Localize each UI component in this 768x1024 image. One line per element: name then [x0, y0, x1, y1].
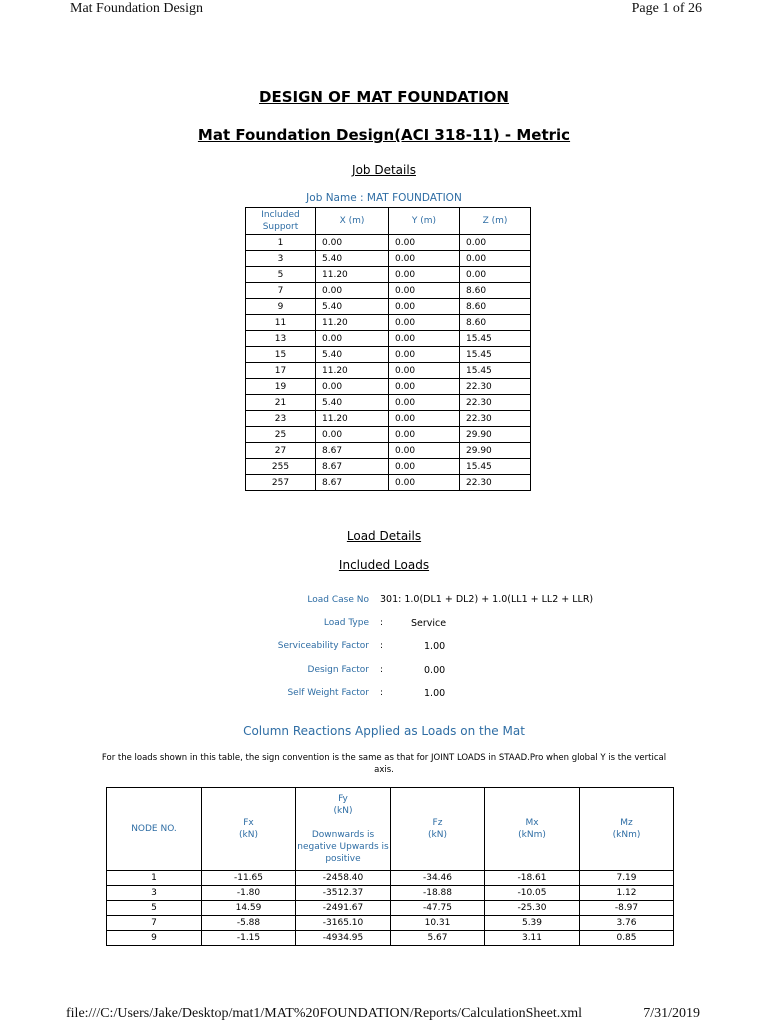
footer-file-path: file:///C:/Users/Jake/Desktop/mat1/MAT%20FOUNDATION/Reports/CalculationSheet.xml	[66, 1006, 582, 1021]
table-cell: 3.76	[580, 916, 674, 931]
table-cell: 0.00	[389, 235, 460, 251]
table-cell: 0.00	[389, 443, 460, 459]
load-details-heading: Load Details	[346, 529, 422, 543]
table-cell: 5.40	[316, 395, 389, 411]
serviceability-factor-label: Serviceability Factor	[277, 641, 369, 651]
table-cell: 11.20	[316, 363, 389, 379]
table-cell: 0.00	[389, 283, 460, 299]
table-cell: 27	[246, 443, 316, 459]
table-cell: 0.00	[389, 331, 460, 347]
header-unit: (kN)	[239, 830, 258, 840]
header-text: Fx	[243, 818, 254, 828]
table-cell: -11.65	[202, 871, 296, 886]
table-cell: 15	[246, 347, 316, 363]
table-cell: 13	[246, 331, 316, 347]
job-details-heading: Job Details	[352, 163, 416, 177]
table-cell: -8.97	[580, 901, 674, 916]
load-case-value: 301: 1.0(DL1 + DL2) + 1.0(LL1 + LL2 + LLR)	[380, 594, 594, 605]
table-cell: 9	[246, 299, 316, 315]
table-cell: 19	[246, 379, 316, 395]
table-cell: 0.00	[389, 315, 460, 331]
reaction-col-fx	[202, 788, 296, 871]
header-unit: (kN)	[333, 806, 353, 816]
table-cell: 0.00	[389, 267, 460, 283]
table-row	[246, 331, 531, 347]
table-row	[246, 251, 531, 267]
serviceability-factor-value: 1.00	[424, 641, 446, 652]
load-type-value: Service	[411, 618, 447, 629]
table-cell: 22.30	[460, 475, 531, 491]
design-factor-value: 0.00	[424, 665, 446, 676]
table-cell: 0.00	[316, 235, 389, 251]
table-cell: 11.20	[316, 267, 389, 283]
table-row	[246, 283, 531, 299]
table-row	[107, 886, 674, 901]
table-cell: 11.20	[316, 315, 389, 331]
table-cell: 25	[246, 427, 316, 443]
header-unit: (kN)	[428, 830, 447, 840]
table-cell: 5.39	[485, 916, 580, 931]
reaction-col-fz	[391, 788, 485, 871]
table-cell: 5.40	[316, 299, 389, 315]
table-cell: 0.00	[460, 267, 531, 283]
support-col-header: Y (m)	[389, 208, 460, 235]
table-cell: 14.59	[202, 901, 296, 916]
table-row	[246, 347, 531, 363]
header-text: Fy	[338, 794, 348, 804]
table-cell: 8.60	[460, 299, 531, 315]
table-cell: 22.30	[460, 379, 531, 395]
table-cell: 0.00	[460, 235, 531, 251]
included-loads-heading: Included Loads	[338, 558, 430, 572]
table-cell: 5.40	[316, 251, 389, 267]
table-cell: 0.00	[389, 299, 460, 315]
table-cell: 0.85	[580, 931, 674, 946]
table-cell: 0.00	[389, 347, 460, 363]
table-row	[246, 363, 531, 379]
table-cell: 0.00	[316, 427, 389, 443]
table-cell: 21	[246, 395, 316, 411]
load-type-label: Load Type	[323, 618, 369, 628]
table-cell: -1.15	[202, 931, 296, 946]
header-text: NODE NO.	[131, 824, 177, 834]
table-row	[246, 411, 531, 427]
header-unit: (kNm)	[612, 830, 641, 840]
table-cell: 9	[107, 931, 202, 946]
header-note: Downwards is negative Upwards is positive	[297, 830, 389, 864]
table-cell: 15.45	[460, 363, 531, 379]
self-weight-factor-label: Self Weight Factor	[287, 688, 369, 698]
table-cell: 0.00	[389, 395, 460, 411]
table-row	[107, 916, 674, 931]
table-cell: -18.61	[485, 871, 580, 886]
colon: :	[380, 618, 384, 628]
table-cell: 8.60	[460, 283, 531, 299]
table-cell: 0.00	[316, 283, 389, 299]
table-cell: 22.30	[460, 395, 531, 411]
reaction-col-mx	[485, 788, 580, 871]
support-table-body	[246, 235, 531, 491]
table-row	[246, 235, 531, 251]
table-cell: 1	[107, 871, 202, 886]
table-row	[107, 931, 674, 946]
header-page-number: Page 1 of 26	[631, 1, 702, 16]
table-row	[246, 427, 531, 443]
header-document-title: Mat Foundation Design	[70, 1, 203, 16]
table-cell: 0.00	[389, 363, 460, 379]
table-cell: 7.19	[580, 871, 674, 886]
table-cell: 0.00	[389, 475, 460, 491]
table-cell: 7	[107, 916, 202, 931]
table-cell: 255	[246, 459, 316, 475]
table-row	[246, 379, 531, 395]
table-cell: -4934.95	[296, 931, 391, 946]
table-cell: -47.75	[391, 901, 485, 916]
table-cell: 3.11	[485, 931, 580, 946]
table-cell: 0.00	[316, 331, 389, 347]
header-text: Fz	[432, 818, 443, 828]
table-cell: 5	[107, 901, 202, 916]
table-row	[246, 443, 531, 459]
support-col-header: Included Support	[246, 208, 316, 235]
table-cell: 0.00	[389, 459, 460, 475]
header-unit: (kNm)	[518, 830, 546, 840]
support-col-header: Z (m)	[460, 208, 531, 235]
column-reactions-table	[106, 787, 674, 946]
table-cell: 11	[246, 315, 316, 331]
table-row	[107, 871, 674, 886]
table-cell: 1.12	[580, 886, 674, 901]
table-cell: 23	[246, 411, 316, 427]
reactions-table-body	[107, 871, 674, 946]
table-cell: -3165.10	[296, 916, 391, 931]
table-cell: 5	[246, 267, 316, 283]
table-cell: -34.46	[391, 871, 485, 886]
table-cell: 29.90	[460, 427, 531, 443]
table-row	[246, 475, 531, 491]
table-cell: 0.00	[316, 379, 389, 395]
table-cell: 8.67	[316, 443, 389, 459]
reaction-col-mz	[580, 788, 674, 871]
column-reactions-heading: Column Reactions Applied as Loads on the Mat	[243, 724, 525, 738]
header-text: Mx	[525, 818, 539, 828]
table-cell: 7	[246, 283, 316, 299]
table-cell: -18.88	[391, 886, 485, 901]
table-cell: 1	[246, 235, 316, 251]
job-name: Job Name : MAT FOUNDATION	[306, 192, 462, 204]
design-factor-label: Design Factor	[307, 665, 369, 675]
table-cell: 29.90	[460, 443, 531, 459]
table-cell: 3	[107, 886, 202, 901]
table-cell: -3512.37	[296, 886, 391, 901]
table-row	[246, 299, 531, 315]
table-cell: 0.00	[389, 379, 460, 395]
support-coordinates-table	[245, 207, 531, 491]
table-cell: 17	[246, 363, 316, 379]
table-cell: 11.20	[316, 411, 389, 427]
table-cell: -10.05	[485, 886, 580, 901]
table-cell: 10.31	[391, 916, 485, 931]
table-cell: 15.45	[460, 347, 531, 363]
document-subtitle: Mat Foundation Design(ACI 318-11) - Metric	[197, 126, 571, 144]
load-case-label: Load Case No	[307, 595, 369, 605]
table-cell: 0.00	[389, 251, 460, 267]
colon: :	[380, 665, 384, 675]
table-cell: 3	[246, 251, 316, 267]
header-text: Mz	[620, 818, 633, 828]
table-cell: 22.30	[460, 411, 531, 427]
sign-convention-note: For the loads shown in this table, the sign convention is the same as that for JOINT LOADS in STAAD.Pro when global Y is the vertical axis.	[101, 753, 667, 775]
table-row	[246, 459, 531, 475]
table-row	[107, 901, 674, 916]
reaction-col-node	[107, 788, 202, 871]
table-cell: 8.67	[316, 459, 389, 475]
table-cell: 0.00	[389, 427, 460, 443]
table-cell: 0.00	[389, 411, 460, 427]
self-weight-factor-value: 1.00	[424, 688, 446, 699]
table-cell: 5.40	[316, 347, 389, 363]
colon: :	[380, 641, 384, 651]
table-cell: 257	[246, 475, 316, 491]
table-cell: 8.60	[460, 315, 531, 331]
reaction-col-fy	[296, 788, 391, 871]
table-row	[246, 315, 531, 331]
table-row	[246, 395, 531, 411]
table-cell: 0.00	[460, 251, 531, 267]
table-cell: -5.88	[202, 916, 296, 931]
table-cell: 15.45	[460, 459, 531, 475]
colon: :	[380, 688, 384, 698]
support-col-header: X (m)	[316, 208, 389, 235]
table-cell: 5.67	[391, 931, 485, 946]
document-title: DESIGN OF MAT FOUNDATION	[259, 88, 509, 106]
table-cell: 15.45	[460, 331, 531, 347]
table-cell: 8.67	[316, 475, 389, 491]
table-cell: -1.80	[202, 886, 296, 901]
footer-date: 7/31/2019	[643, 1006, 700, 1021]
table-cell: -2491.67	[296, 901, 391, 916]
table-row	[246, 267, 531, 283]
table-cell: -2458.40	[296, 871, 391, 886]
table-cell: -25.30	[485, 901, 580, 916]
